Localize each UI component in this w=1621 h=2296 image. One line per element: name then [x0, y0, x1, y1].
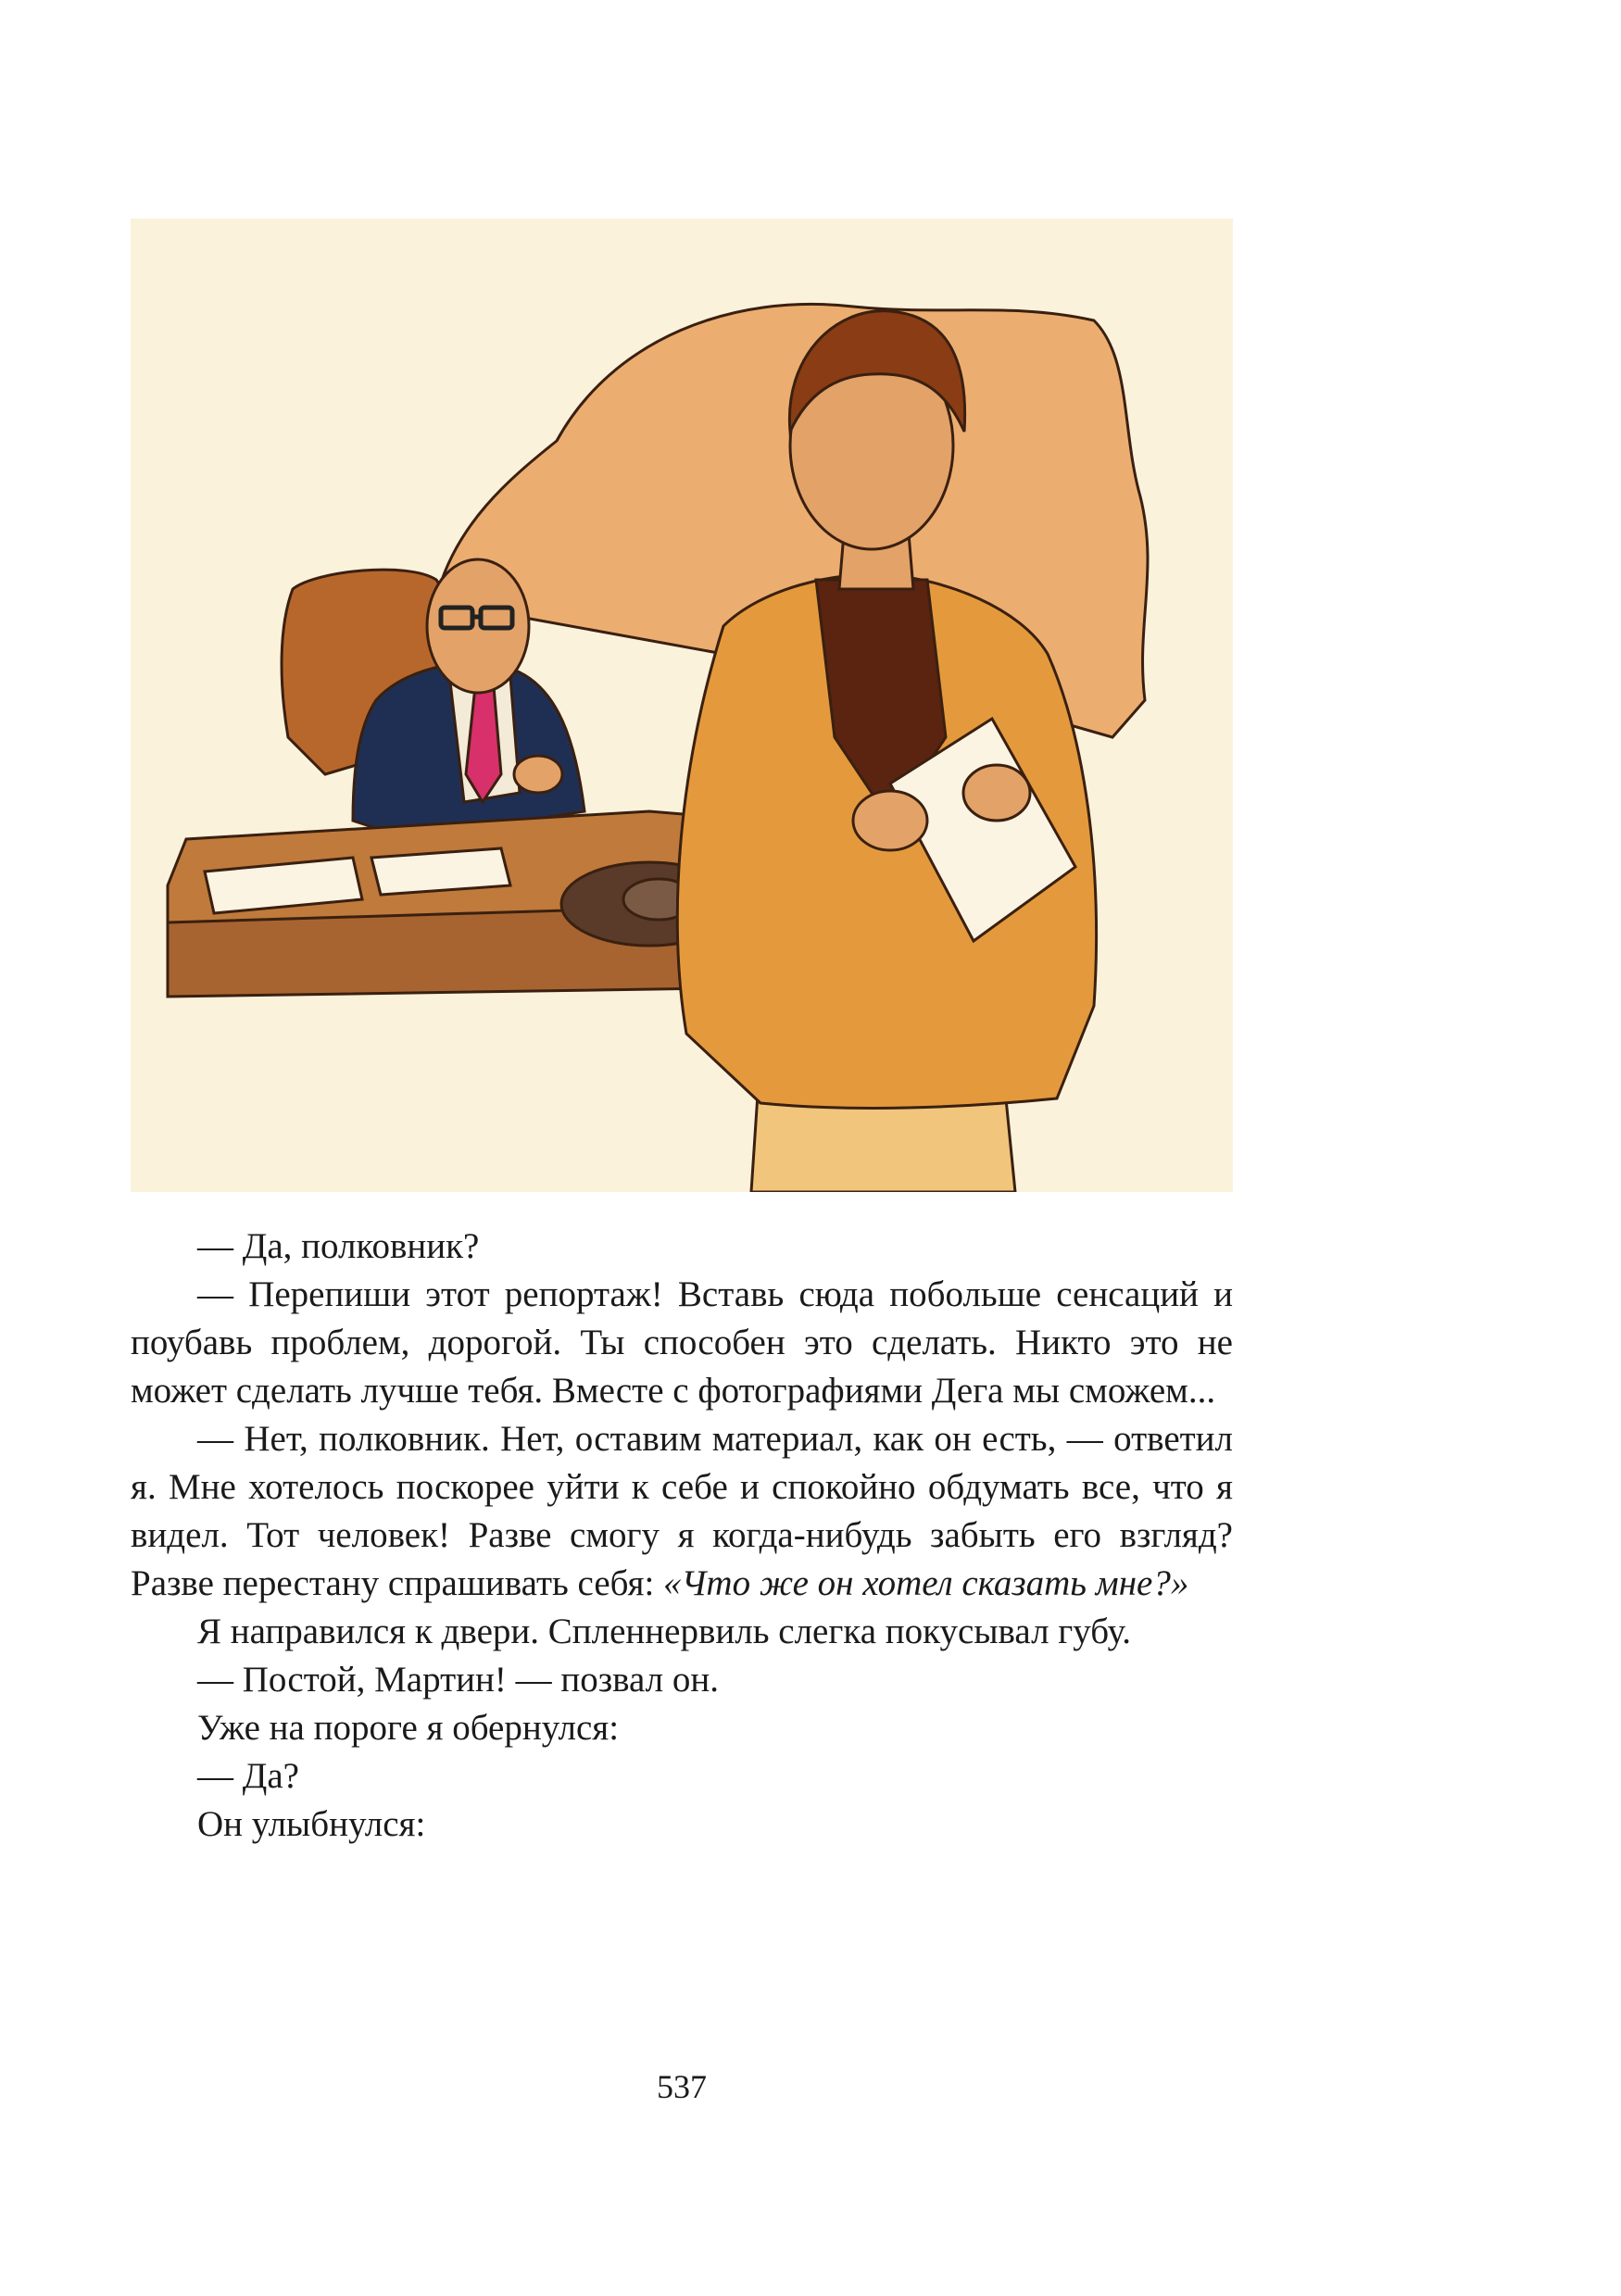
- paragraph: — Нет, полковник. Нет, оставим материал, как он есть, — ответил я. Мне хотелось поскорее уйти к себе и спокойно обдумать все, что я видел. Тот человек! Разве смогу я когда-нибудь забыть его взгляд? Разве перестану спрашивать себя: «Что же он хотел сказать мне?»: [131, 1419, 1233, 1603]
- page-number: 537: [657, 2068, 707, 2105]
- standing-man-right-hand: [963, 765, 1030, 821]
- illustration-drawing: [131, 219, 1233, 1192]
- paragraph: — Да?: [197, 1756, 299, 1796]
- italic-quote: «Что же он хотел сказать мне?»: [663, 1563, 1189, 1603]
- standing-man-left-hand: [853, 791, 927, 850]
- paragraph: Уже на пороге я обернулся:: [197, 1708, 620, 1748]
- illustration: [131, 219, 1233, 1192]
- paragraph: — Перепиши этот репортаж! Вставь сюда побольше сенсаций и поубавь проблем, дорогой. Ты способен это сделать. Никто это не может сделать лучше тебя. Вместе с фотографиями Дега мы сможем...: [131, 1274, 1233, 1411]
- paragraph: Я направился к двери. Спленнервиль слегка покусывал губу.: [197, 1612, 1131, 1651]
- paragraph: Он улыбнулся:: [197, 1804, 426, 1844]
- paragraph: — Да, полковник?: [197, 1226, 480, 1266]
- text-block: [131, 1223, 1233, 1849]
- paragraph: — Постой, Мартин! — позвал он.: [197, 1660, 720, 1700]
- seated-man-hand: [514, 756, 562, 793]
